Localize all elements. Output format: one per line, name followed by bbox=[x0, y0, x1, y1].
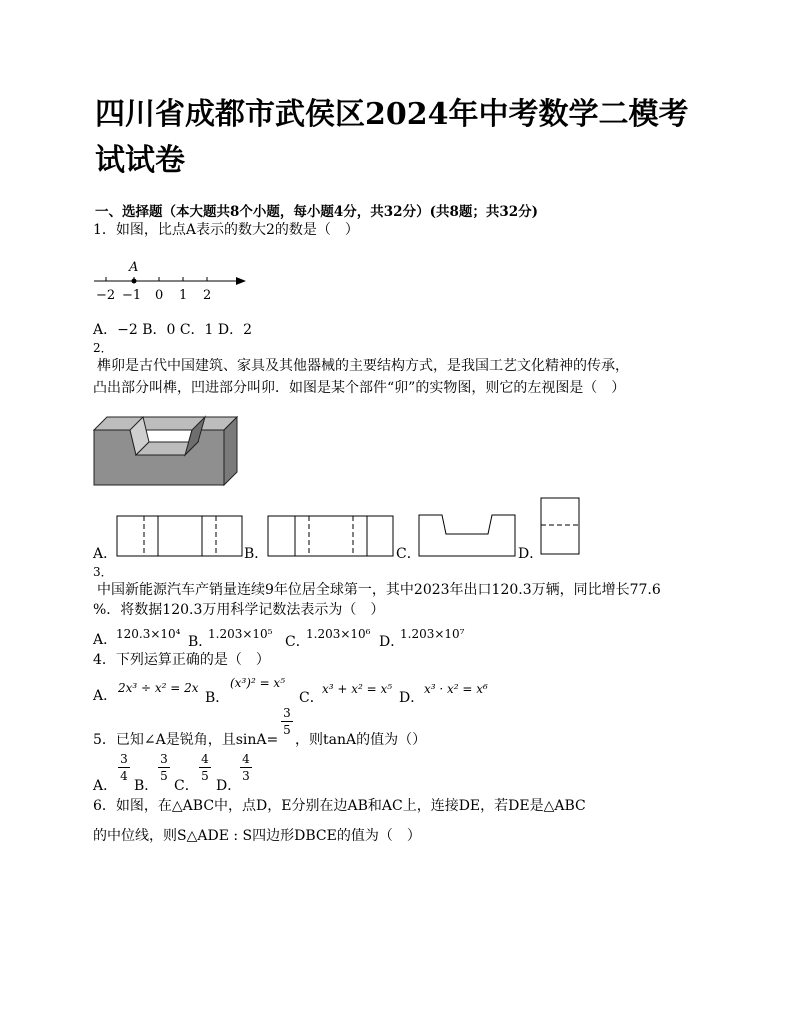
fraction-denominator: 5 bbox=[160, 769, 168, 783]
q2-option-b-figure bbox=[267, 515, 395, 559]
q5-stem-part2: ，则tanA的值为（） bbox=[295, 732, 427, 748]
q4-stem: 4．下列运算正确的是（ ） bbox=[93, 652, 270, 668]
q1-options: A．−2 B．0 C．1 D．2 bbox=[93, 322, 253, 338]
fraction-denominator: 4 bbox=[120, 769, 128, 783]
number-line-figure bbox=[90, 256, 250, 304]
fraction-denominator: 3 bbox=[242, 769, 250, 783]
page-title-line2: 试试卷 bbox=[95, 143, 185, 178]
q5-option-c-fraction bbox=[199, 752, 211, 783]
q4-option-c-value: x³ + x² = x⁵ bbox=[322, 682, 393, 696]
fraction-numerator: 3 bbox=[120, 752, 128, 766]
q3-option-b-value: 1.203×10⁵ bbox=[208, 627, 273, 641]
q2-option-c-label: C． bbox=[396, 546, 421, 562]
q4-option-b-value: (x³)² = x⁵ bbox=[230, 676, 286, 690]
q4-option-a-value: 2x³ ÷ x² = 2x bbox=[118, 681, 199, 695]
q5-option-d-fraction bbox=[240, 752, 252, 783]
q5-option-a-label: A． bbox=[93, 778, 118, 794]
q3-option-c-label: C． bbox=[285, 634, 310, 650]
q5-stem-part1: 5．已知∠A是锐角，且sinA= bbox=[93, 732, 279, 748]
mortise-3d-figure bbox=[92, 415, 242, 487]
q2-option-a-figure bbox=[116, 515, 244, 559]
q3-stem-line1: 中国新能源汽车产销量连续9年位居全球第一，其中2023年出口120.3万辆，同比增长77.6 bbox=[97, 582, 661, 598]
q3-option-d-value: 1.203×10⁷ bbox=[400, 627, 465, 641]
q5-option-a-fraction bbox=[118, 752, 130, 783]
q2-stem-line1: 榫卯是古代中国建筑、家具及其他器械的主要结构方式，是我国工艺文化精神的传承， bbox=[97, 358, 629, 374]
tick-label: −1 bbox=[122, 288, 142, 303]
page-title-line1: 四川省成都市武侯区2024年中考数学二模考 bbox=[95, 97, 689, 132]
q3-option-d-label: D． bbox=[379, 634, 405, 650]
q6-stem-line1: 6．如图，在△ABC中，点D，E分别在边AB和AC上，连接DE，若DE是△ABC bbox=[93, 798, 586, 814]
q2-option-b-label: B． bbox=[244, 546, 269, 562]
q4-option-a-label: A． bbox=[93, 688, 118, 704]
q4-option-b-label: B． bbox=[205, 690, 230, 706]
fraction-denominator: 5 bbox=[201, 769, 209, 783]
q1-stem: 1．如图，比点A表示的数大2的数是（ ） bbox=[93, 222, 359, 238]
tick-label: 2 bbox=[203, 288, 212, 303]
q3-option-a-label: A． bbox=[93, 632, 118, 648]
tick-label: 0 bbox=[155, 288, 164, 303]
q2-option-d-label: D． bbox=[518, 546, 544, 562]
q5-option-d-label: D． bbox=[216, 778, 242, 794]
fraction-numerator: 4 bbox=[201, 752, 209, 766]
q4-option-d-value: x³ · x² = x⁶ bbox=[424, 682, 488, 696]
q5-option-b-fraction bbox=[158, 752, 170, 783]
q3-stem-line2: %．将数据120.3万用科学记数法表示为（ ） bbox=[93, 602, 385, 618]
q2-option-c-figure bbox=[418, 512, 518, 558]
fraction-numerator: 3 bbox=[160, 752, 168, 766]
q3-option-c-value: 1.203×10⁶ bbox=[306, 627, 371, 641]
fraction-numerator: 3 bbox=[283, 706, 291, 720]
q3-option-a-value: 120.3×10⁴ bbox=[116, 627, 181, 641]
fraction-numerator: 4 bbox=[242, 752, 250, 766]
q4-option-d-label: D． bbox=[399, 690, 425, 706]
fraction-denominator: 5 bbox=[283, 723, 291, 737]
q5-sin-fraction bbox=[281, 706, 293, 737]
q6-stem-line2: 的中位线，则S△ADE : S四边形DBCE的值为（ ） bbox=[93, 828, 421, 844]
q4-option-c-label: C． bbox=[299, 690, 324, 706]
q5-option-c-label: C． bbox=[174, 778, 199, 794]
tick-label: 1 bbox=[179, 288, 188, 303]
q3-option-b-label: B． bbox=[188, 634, 213, 650]
q2-option-a-label: A． bbox=[93, 546, 118, 562]
q2-number: 2． bbox=[93, 341, 113, 355]
q3-number: 3． bbox=[93, 565, 113, 579]
point-a-label: A bbox=[129, 260, 139, 275]
section-header: 一、选择题（本大题共8个小题，每小题4分，共32分）(共8题；共32分) bbox=[95, 204, 539, 220]
q5-option-b-label: B． bbox=[134, 778, 159, 794]
q2-stem-line2: 凸出部分叫榫，凹进部分叫卯．如图是某个部件“卯”的实物图，则它的左视图是（ ） bbox=[93, 380, 626, 396]
q2-option-d-figure bbox=[540, 497, 582, 557]
tick-label: −2 bbox=[96, 288, 116, 303]
